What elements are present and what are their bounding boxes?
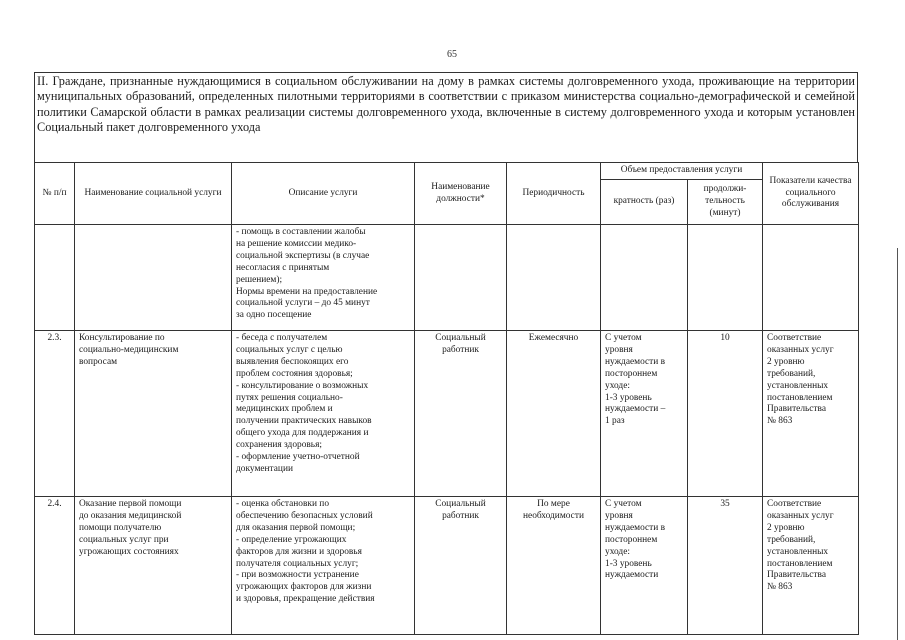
cell-line: за одно посещение	[236, 310, 312, 321]
cell-line: медицинских проблем и	[236, 404, 333, 415]
section-heading: II. Граждане, признанные нуждающимися в социальном обслуживании на дому в рамках системы долговременного ухода, проживающие на территории муниципальных образований, определенных пилотными территориями в соответствии с приказом министерства социально-демографической и семейной политики Самарской области в рамках реализации системы долговременного ухода, включенные в систему долговременного ухода и которым установлен Социальный пакет долговременного ухода	[34, 72, 858, 162]
cell-line: Соответствие	[767, 499, 822, 509]
cell-quality	[763, 331, 859, 497]
cell-line: С учетом	[605, 499, 642, 509]
cell-line: вопросам	[79, 356, 118, 367]
cell-line: социальной услуги – до 45 минут	[236, 298, 370, 309]
cell-quality	[763, 225, 859, 331]
cell-line: для оказания первой помощи;	[236, 522, 356, 533]
header-multiplicity: кратность (раз)	[601, 180, 688, 225]
cell-line: - при возможности устранение	[236, 570, 359, 581]
page-number: 65	[447, 49, 457, 60]
cell-line: 1 раз	[605, 416, 625, 427]
cell-line: нуждаемости в	[605, 356, 666, 367]
cell-line: постороннем	[605, 534, 658, 545]
cell-line: оказанных услуг	[767, 510, 834, 521]
table-body	[35, 225, 859, 635]
cell-line: несогласия с принятым	[236, 262, 330, 273]
cell-number: 2.4.	[35, 497, 75, 635]
table-row	[35, 225, 859, 331]
cell-periodicity: Ежемесячно	[507, 331, 601, 497]
cell-service-name	[75, 225, 232, 331]
cell-duration	[688, 225, 763, 331]
cell-line: решением);	[236, 274, 283, 285]
cell-line: социальной экспертизы (в случае	[236, 250, 370, 261]
cell-line: - оформление учетно-отчетной	[236, 452, 360, 463]
cell-description	[232, 497, 415, 635]
cell-duration: 35	[688, 497, 763, 635]
cell-position: Социальный работник	[415, 331, 507, 497]
cell-number: 2.3.	[35, 331, 75, 497]
cell-line: сохранения здоровья;	[236, 440, 323, 451]
cell-line: документации	[236, 463, 293, 474]
cell-line: № 863	[767, 416, 793, 427]
cell-line: уходе:	[605, 380, 630, 391]
services-table	[34, 162, 859, 635]
cell-line: Нормы времени на предоставление	[236, 286, 378, 297]
cell-line: обеспечению безопасных условий	[236, 510, 373, 521]
cell-line: общего ухода для поддержания и	[236, 428, 369, 439]
cell-description	[232, 331, 415, 497]
cell-line: 1-3 уровень	[605, 392, 652, 403]
cell-periodicity: По мере необходимости	[507, 497, 601, 635]
cell-service-name	[75, 497, 232, 635]
cell-line: уходе:	[605, 546, 630, 557]
cell-description	[232, 225, 415, 331]
table-row	[35, 497, 859, 635]
cell-multiplicity	[601, 225, 688, 331]
cell-line: установленных	[767, 380, 829, 391]
cell-line: нуждаемости –	[605, 404, 666, 415]
cell-position	[415, 225, 507, 331]
cell-line: проблем состояния здоровья;	[236, 368, 353, 379]
cell-line: угрожающих состояниях	[79, 546, 179, 557]
cell-line: социальных услуг с целью	[236, 344, 343, 355]
cell-line: на решение комиссии медико-	[236, 238, 357, 249]
cell-line: - консультирование о возможных	[236, 380, 369, 391]
cell-line: - оценка обстановки по	[236, 499, 330, 509]
cell-line: уровня	[605, 344, 633, 355]
cell-line: угрожающих факторов для жизни	[236, 582, 372, 593]
cell-line: Соответствие	[767, 333, 822, 343]
table-row	[35, 331, 859, 497]
cell-line: 2 уровню	[767, 522, 805, 533]
header-position: Наименование должности*	[415, 163, 507, 225]
cell-line: постановлением	[767, 558, 833, 569]
cell-line: социальных услуг при	[79, 534, 169, 545]
cell-line: оказанных услуг	[767, 344, 834, 355]
cell-line: требований,	[767, 368, 816, 379]
header-periodicity: Периодичность	[507, 163, 601, 225]
cell-line: помощи получателю	[79, 522, 162, 533]
cell-line: Правительства	[767, 570, 826, 581]
cell-quality	[763, 497, 859, 635]
cell-line: - определение угрожающих	[236, 534, 347, 545]
cell-line: требований,	[767, 534, 816, 545]
cell-line: постороннем	[605, 368, 658, 379]
cell-line: 2 уровню	[767, 356, 805, 367]
cell-line: уровня	[605, 510, 633, 521]
header-number: № п/п	[35, 163, 75, 225]
cell-service-name	[75, 331, 232, 497]
cell-line: Правительства	[767, 404, 826, 415]
cell-line: путях решения социально-	[236, 392, 343, 403]
cell-line: - беседа с получателем	[236, 333, 328, 343]
cell-line: - помощь в составлении жалобы	[236, 227, 366, 237]
header-volume-group: Объем предоставления услуги	[601, 163, 763, 180]
scan-margin-line	[897, 248, 898, 640]
cell-multiplicity	[601, 497, 688, 635]
cell-duration: 10	[688, 331, 763, 497]
header-description: Описание услуги	[232, 163, 415, 225]
cell-line: 1-3 уровень	[605, 558, 652, 569]
cell-line: С учетом	[605, 333, 642, 343]
cell-line: до оказания медицинской	[79, 510, 182, 521]
cell-line: социально-медицинским	[79, 344, 179, 355]
header-quality: Показатели качества социального обслуживания	[763, 163, 859, 225]
cell-periodicity	[507, 225, 601, 331]
cell-line: и здоровья, прекращение действия	[236, 594, 375, 605]
cell-line: выявления беспокоящих его	[236, 356, 349, 367]
cell-line: Оказание первой помощи	[79, 499, 182, 509]
cell-line: получателя социальных услуг;	[236, 558, 359, 569]
cell-multiplicity	[601, 331, 688, 497]
cell-line: постановлением	[767, 392, 833, 403]
cell-line: факторов для жизни и здоровья	[236, 546, 362, 557]
cell-line: № 863	[767, 582, 793, 593]
cell-line: получении практических навыков	[236, 416, 372, 427]
cell-line: установленных	[767, 546, 829, 557]
header-duration: продолжи-тельность (минут)	[688, 180, 763, 225]
cell-position: Социальный работник	[415, 497, 507, 635]
cell-line: нуждаемости	[605, 570, 659, 581]
cell-line: Консультирование по	[79, 333, 165, 343]
cell-number	[35, 225, 75, 331]
header-service-name: Наименование социальной услуги	[75, 163, 232, 225]
cell-line: нуждаемости в	[605, 522, 666, 533]
